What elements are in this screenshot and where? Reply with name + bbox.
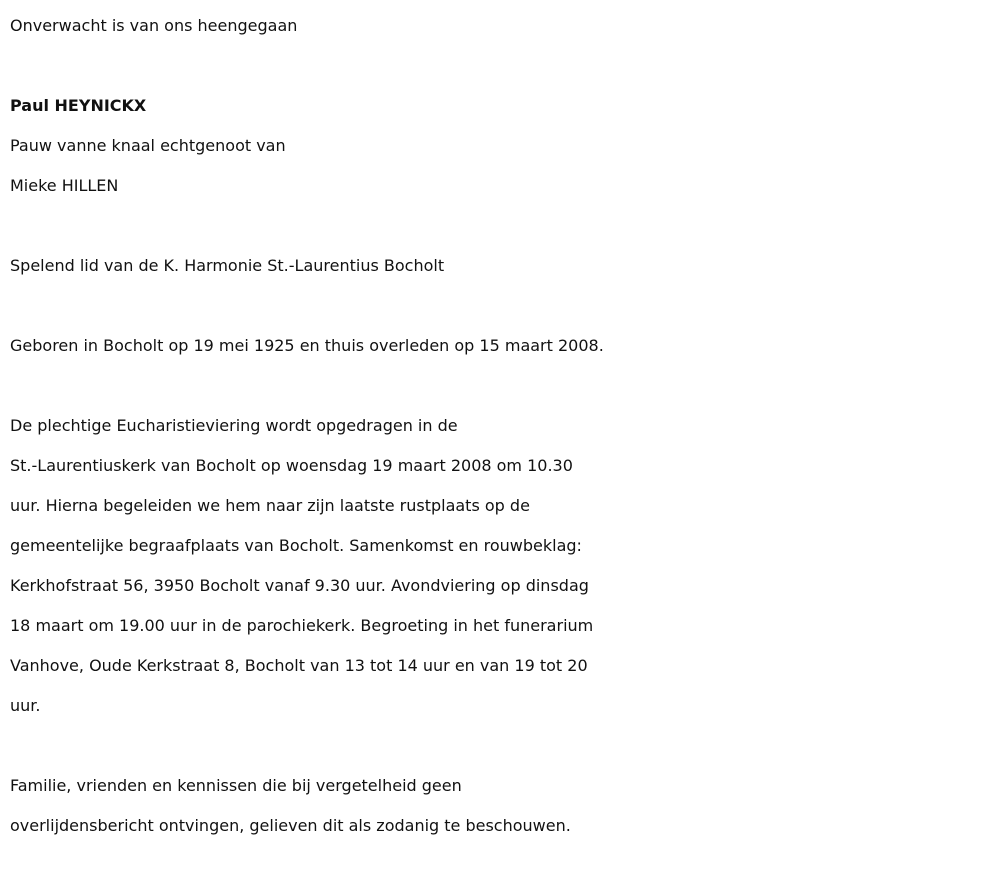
closing-line: Familie, vrienden en kennissen die bij vergetelheid geen xyxy=(10,776,462,795)
ceremony-line: Kerkhofstraat 56, 3950 Bocholt vanaf 9.30 uur. Avondviering op dinsdag xyxy=(10,576,589,595)
spacer xyxy=(10,286,995,326)
ceremony-line: gemeentelijke begraafplaats van Bocholt. Samenkomst en rouwbeklag: xyxy=(10,536,582,555)
obituary-notice xyxy=(10,6,995,846)
ceremony-line: uur. Hierna begeleiden we hem naar zijn laatste rustplaats op de xyxy=(10,496,530,515)
ceremony-line: De plechtige Eucharistieviering wordt opgedragen in de xyxy=(10,416,458,435)
ceremony-line: Vanhove, Oude Kerkstraat 8, Bocholt van 13 tot 14 uur en van 19 tot 20 xyxy=(10,656,588,675)
spacer xyxy=(10,366,995,406)
ceremony-paragraph xyxy=(10,406,995,726)
ceremony-line: St.-Laurentiuskerk van Bocholt op woensdag 19 maart 2008 om 10.30 xyxy=(10,456,573,475)
closing-line: overlijdensbericht ontvingen, gelieven dit als zodanig te beschouwen. xyxy=(10,816,571,835)
spacer xyxy=(10,726,995,766)
spacer xyxy=(10,206,995,246)
ceremony-line: 18 maart om 19.00 uur in de parochiekerk. Begroeting in het funerarium xyxy=(10,616,594,635)
membership-line: Spelend lid van de K. Harmonie St.-Laurentius Bocholt xyxy=(10,256,445,275)
closing-paragraph xyxy=(10,766,995,846)
ceremony-line: uur. xyxy=(10,696,41,715)
spacer xyxy=(10,46,995,86)
deceased-name: Paul HEYNICKX xyxy=(10,96,147,115)
spouse-name: Mieke HILLEN xyxy=(10,176,119,195)
nickname-line: Pauw vanne knaal echtgenoot van xyxy=(10,136,286,155)
intro-line: Onverwacht is van ons heengegaan xyxy=(10,16,298,35)
birth-death-line: Geboren in Bocholt op 19 mei 1925 en thuis overleden op 15 maart 2008. xyxy=(10,336,604,355)
